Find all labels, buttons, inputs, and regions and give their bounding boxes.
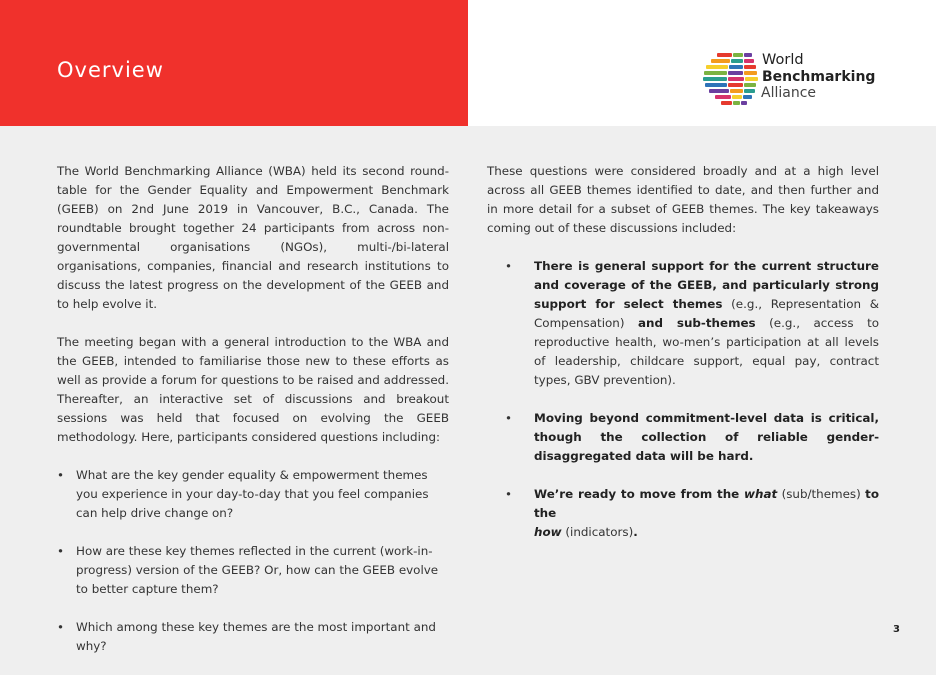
logo-stripe xyxy=(744,89,755,93)
left-column xyxy=(57,162,449,675)
logo-wordmark xyxy=(762,52,875,102)
question-text: What are the key gender equality & empowerment themes you experience in your day-to-day that you feel companies can help drive change on? xyxy=(76,468,429,520)
logo-stripe xyxy=(733,53,743,57)
question-text: How are these key themes reflected in the current (work-in-progress) version of the GEEB? Or, how can the GEEB evolve to better capture them? xyxy=(76,544,439,596)
logo-stripe xyxy=(729,65,743,69)
questions-list xyxy=(57,466,449,656)
logo-stripe xyxy=(704,71,727,75)
takeaway-bold-text: to the xyxy=(534,487,879,520)
takeaways-intro: These questions were considered broadly and at a high level across all GEEB themes identified to date, and then further and in more detail for a subset of GEEB themes. The key takeaways coming out of these discussions included: xyxy=(487,164,879,235)
wba-logo xyxy=(703,50,893,108)
logo-stripe xyxy=(728,83,743,87)
logo-stripe xyxy=(709,89,729,93)
takeaway-bold-text: We’re ready to move from the xyxy=(534,487,744,501)
logo-stripe xyxy=(705,83,727,87)
logo-stripe xyxy=(730,89,743,93)
logo-stripe xyxy=(744,59,754,63)
list-item xyxy=(57,466,449,523)
list-item xyxy=(57,542,449,599)
logo-stripe xyxy=(706,65,728,69)
wba-logo-mark-icon xyxy=(703,52,759,106)
bullet-icon: • xyxy=(505,487,513,501)
bullet-icon: • xyxy=(505,259,513,273)
list-item xyxy=(505,257,879,390)
takeaway-italic-text: what xyxy=(744,487,778,501)
takeaway-italic-text: how xyxy=(534,525,562,539)
list-item xyxy=(57,618,449,656)
logo-stripe xyxy=(717,53,732,57)
logo-stripe xyxy=(711,59,730,63)
bullet-icon: • xyxy=(57,468,65,482)
takeaways-list xyxy=(505,257,879,542)
logo-word-alliance: Alliance xyxy=(761,85,817,101)
list-item xyxy=(505,409,879,466)
takeaway-text: (e.g., Representation & Compensation) xyxy=(534,297,879,330)
takeaway-text: (indicators) xyxy=(561,525,634,539)
logo-stripe xyxy=(728,77,744,81)
logo-stripe xyxy=(744,83,756,87)
logo-stripe xyxy=(728,71,743,75)
takeaway-bold-text: There is general support for the current structure and coverage of the GEEB, and particularly strong support for select themes xyxy=(534,259,879,311)
bullet-icon: • xyxy=(57,620,65,634)
takeaway-text: (e.g., access to reproductive health, wo-men’s participation at all levels of leadership, childcare support, equal pay, contract types, GBV prevention). xyxy=(534,316,880,387)
bullet-icon: • xyxy=(57,544,65,558)
logo-stripe xyxy=(731,59,743,63)
logo-stripe xyxy=(744,71,757,75)
logo-stripe xyxy=(744,65,756,69)
takeaway-text: (sub/themes) xyxy=(777,487,866,501)
logo-stripe xyxy=(715,95,731,99)
logo-stripe xyxy=(721,101,732,105)
takeaway-bold-text: . xyxy=(633,525,638,539)
bullet-icon: • xyxy=(505,411,513,425)
right-column xyxy=(487,162,879,561)
logo-stripe xyxy=(703,77,727,81)
page-title: Overview xyxy=(57,58,164,82)
logo-stripe xyxy=(744,53,752,57)
takeaway-bold-text: and sub-themes xyxy=(637,316,756,330)
logo-word-world: World xyxy=(762,52,804,68)
logo-stripe xyxy=(732,95,742,99)
list-item xyxy=(505,485,879,542)
logo-stripe xyxy=(741,101,747,105)
takeaway-bold-text: Moving beyond commitment-level data is critical, though the collection of reliable gender-disaggregated data will be hard. xyxy=(534,411,879,463)
title-block xyxy=(0,0,468,126)
logo-stripe xyxy=(733,101,740,105)
meeting-paragraph: The meeting began with a general introduction to the WBA and the GEEB, intended to familiarise those new to these efforts as well as provide a forum for questions to be raised and addressed. Thereafter, an interactive set of discussions and breakout sessions was held that focused on evolving the GEEB methodology. Here, participants considered questions including: xyxy=(57,335,449,444)
intro-paragraph: The World Benchmarking Alliance (WBA) held its second round-table for the Gender Equality and Empowerment Benchmark (GEEB) on 2nd June 2019 in Vancouver, B.C., Canada. The roundtable brought together 24 participants from across non-governmental organisations (NGOs), multi-/bi-lateral organisations, companies, financial and research institutions to discuss the latest progress on the development of the GEEB and to help evolve it. xyxy=(57,164,449,311)
page-number: 3 xyxy=(893,624,900,635)
logo-stripe xyxy=(745,77,758,81)
question-text: Which among these key themes are the most important and why? xyxy=(76,620,436,653)
logo-word-benchmarking: Benchmarking xyxy=(762,68,876,85)
logo-stripe xyxy=(743,95,752,99)
